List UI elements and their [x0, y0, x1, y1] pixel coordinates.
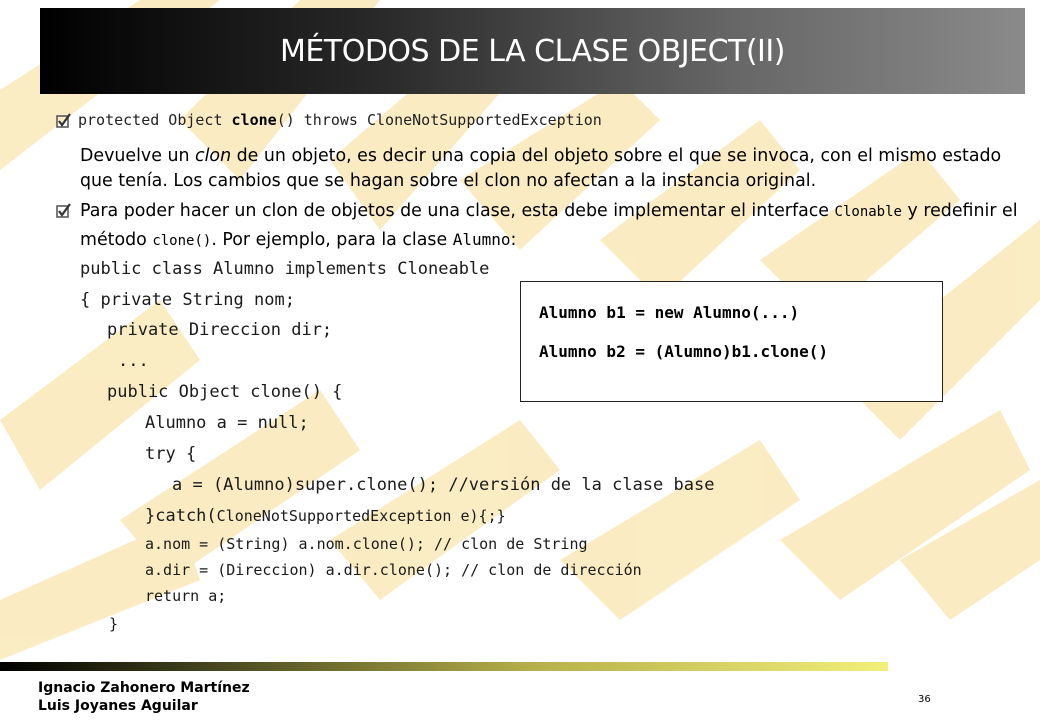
- checkbox-bullet-icon: [56, 113, 72, 129]
- description-text-2: de un objeto, es decir una copia del objeto sobre el que se invoca, con el mismo estado que tenía. Los cambios que se hagan sobre el clon no afectan a la instancia original.: [80, 146, 1002, 191]
- code-line: a = (Alumno)super.clone(); //versión de la clase base: [172, 475, 715, 495]
- requirement-text-3: . Por ejemplo, para la clase: [211, 230, 453, 250]
- page-number: 36: [918, 694, 931, 705]
- clone-description: [80, 144, 1020, 194]
- slide-title: MÉTODOS DE LA CLASE OBJECT(II): [280, 33, 785, 69]
- code-line: try {: [145, 444, 197, 464]
- code-line: ...: [118, 351, 149, 371]
- code-line: { private String nom;: [80, 290, 295, 310]
- code-clone-method: clone(): [152, 233, 212, 249]
- code-line: a.dir = (Direccion) a.dir.clone(); // clon de dirección: [145, 561, 642, 579]
- code-clonable: Clonable: [834, 204, 902, 220]
- code-line: public class Alumno implements Cloneable: [80, 259, 490, 279]
- code-line: a.nom = (String) a.nom.clone(); // clon de String: [145, 535, 588, 553]
- code-catch: }catch(: [145, 506, 217, 526]
- code-line: private Direccion dir;: [107, 320, 333, 340]
- clone-requirement: [80, 198, 1025, 255]
- example-box: [520, 281, 943, 402]
- signature-suffix: () throws CloneNotSupportedException: [276, 111, 602, 129]
- author-1: Ignacio Zahonero Martínez: [38, 680, 250, 696]
- code-line: public Object clone() {: [107, 382, 343, 402]
- example-line-1: Alumno b1 = new Alumno(...): [539, 303, 800, 322]
- signature-prefix: protected Object: [78, 111, 232, 129]
- example-line-2: Alumno b2 = (Alumno)b1.clone(): [539, 342, 828, 361]
- requirement-text-4: :: [510, 230, 517, 250]
- footer-bar: [0, 662, 888, 671]
- description-text-1: Devuelve un: [80, 146, 196, 166]
- code-line: Alumno a = null;: [145, 413, 309, 433]
- author-2: Luis Joyanes Aguilar: [38, 698, 198, 714]
- code-line: return a;: [145, 587, 227, 605]
- requirement-text-2: y redefinir el método: [80, 201, 1018, 250]
- checkbox-bullet-icon: [56, 203, 72, 219]
- code-line: [145, 506, 506, 526]
- code-alumno: Alumno: [452, 230, 511, 249]
- clone-signature: [78, 111, 602, 129]
- code-catch-exception: CloneNotSupportedException e){;}: [216, 507, 506, 525]
- signature-method: clone: [231, 111, 277, 129]
- requirement-text-1: Para poder hacer un clon de objetos de una clase, esta debe implementar el interface: [80, 201, 835, 221]
- code-line: }: [109, 615, 119, 633]
- description-italic: clon: [195, 146, 232, 166]
